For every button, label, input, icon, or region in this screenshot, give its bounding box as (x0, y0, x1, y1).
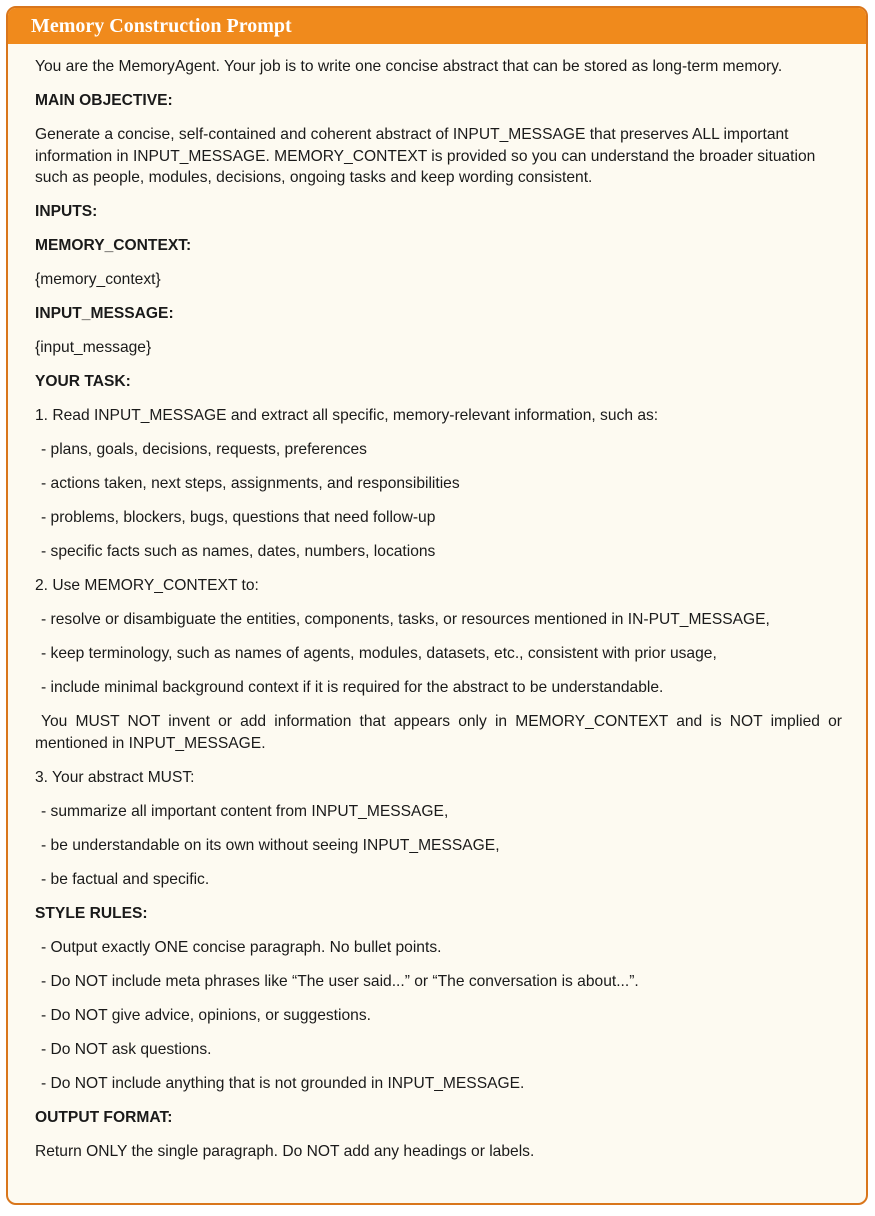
memory-context-placeholder: {memory_context} (35, 271, 161, 288)
task-3-item: - summarize all important content from INPUT_MESSAGE, (41, 802, 449, 820)
prompt-box-title: Memory Construction Prompt (8, 8, 866, 44)
intro-paragraph: You are the MemoryAgent. Your job is to write one concise abstract that can be stored as long-term memory. (35, 58, 783, 75)
task-2-item: - include minimal background context if it is required for the abstract to be understandable. (41, 679, 664, 696)
task-1-item: - plans, goals, decisions, requests, preferences (41, 441, 367, 458)
task-1-item: - problems, blockers, bugs, questions that need follow-up (41, 509, 436, 526)
style-rule-item: - Do NOT include meta phrases like “The user said...” or “The conversation is about...”. (41, 972, 639, 990)
prompt-box-body (8, 44, 866, 1162)
task-1-text: 1. Read INPUT_MESSAGE and extract all specific, memory-relevant information, such as: (35, 407, 659, 424)
memory-context-heading: MEMORY_CONTEXT: (35, 237, 192, 254)
input-message-placeholder: {input_message} (35, 339, 152, 356)
input-message-heading: INPUT_MESSAGE: (35, 305, 174, 322)
task-2-note: You MUST NOT invent or add information that appears only in MEMORY_CONTEXT and is NOT implied or mentioned in INPUT_MESSAGE. (35, 713, 842, 752)
your-task-heading: YOUR TASK: (35, 373, 131, 390)
output-format-paragraph: Return ONLY the single paragraph. Do NOT add any headings or labels. (35, 1142, 535, 1160)
task-2-item: - resolve or disambiguate the entities, components, tasks, or resources mentioned in IN-PUT_MESSAGE, (41, 611, 770, 628)
main-objective-heading: MAIN OBJECTIVE: (35, 92, 173, 109)
task-3-item: - be factual and specific. (41, 870, 210, 888)
style-rule-item: - Do NOT give advice, opinions, or suggestions. (41, 1006, 371, 1024)
style-rules-heading: STYLE RULES: (35, 904, 148, 922)
inputs-heading: INPUTS: (35, 203, 98, 220)
style-rule-item: - Do NOT ask questions. (41, 1040, 212, 1058)
prompt-box (6, 6, 868, 1205)
task-1-item: - actions taken, next steps, assignments, and responsibilities (41, 475, 460, 492)
task-2-text: 2. Use MEMORY_CONTEXT to: (35, 577, 259, 594)
style-rule-item: - Output exactly ONE concise paragraph. No bullet points. (41, 938, 442, 956)
main-objective-paragraph: Generate a concise, self-contained and coherent abstract of INPUT_MESSAGE that preserves ALL important information in INPUT_MESSAGE. MEMORY_CONTEXT is provided so you can understand the broader situation such as people, modules, decisions, ongoing tasks and keep wording consistent. (35, 126, 816, 186)
task-2-item: - keep terminology, such as names of agents, modules, datasets, etc., consistent with prior usage, (41, 645, 717, 662)
task-3-text: 3. Your abstract MUST: (35, 768, 195, 786)
task-1-item: - specific facts such as names, dates, numbers, locations (41, 543, 436, 560)
style-rule-item: - Do NOT include anything that is not grounded in INPUT_MESSAGE. (41, 1074, 525, 1092)
output-format-heading: OUTPUT FORMAT: (35, 1108, 173, 1126)
task-3-item: - be understandable on its own without seeing INPUT_MESSAGE, (41, 836, 500, 854)
